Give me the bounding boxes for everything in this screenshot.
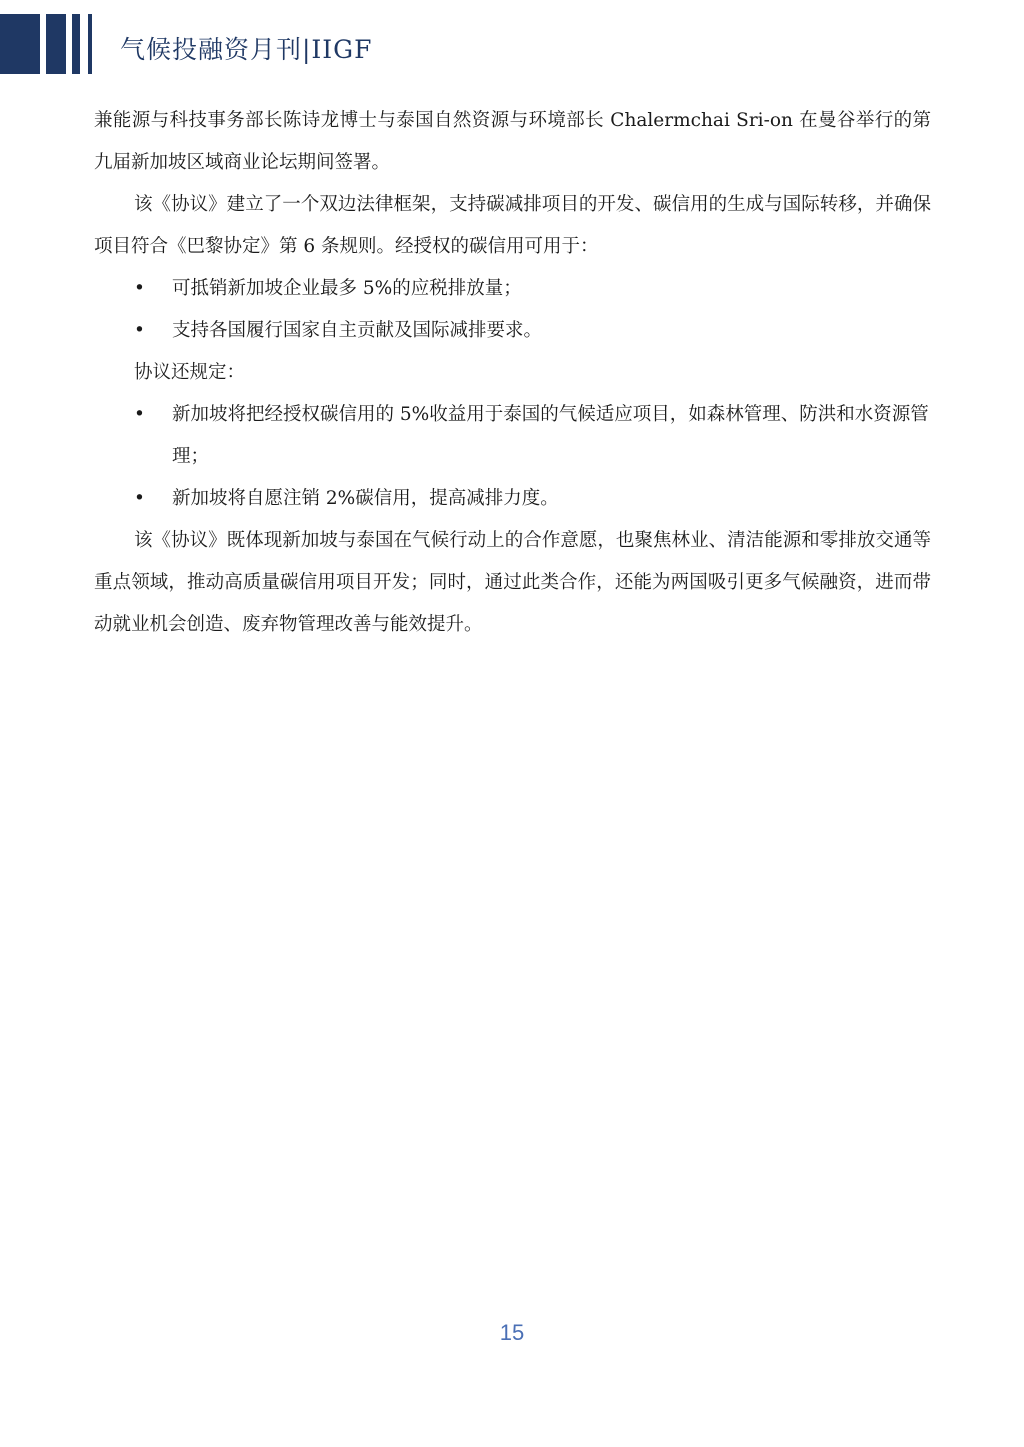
bullet-icon: • xyxy=(134,320,145,341)
paragraph: 兼能源与科技事务部长陈诗龙博士与泰国自然资源与环境部长 Chalermchai Sri-on 在曼谷举行的第九届新加坡区域商业论坛期间签署。 xyxy=(94,110,931,173)
paragraph: 协议还规定： xyxy=(134,362,246,383)
list-item xyxy=(94,268,931,310)
paragraph: 该《协议》建立了一个双边法律框架，支持碳减排项目的开发、碳信用的生成与国际转移，并确保项目符合《巴黎协定》第 6 条规则。经授权的碳信用可用于： xyxy=(94,194,931,257)
bullet-icon: • xyxy=(134,488,145,509)
list-item-text: 可抵销新加坡企业最多 5%的应税排放量； xyxy=(172,278,522,299)
list-item xyxy=(94,310,931,352)
page-header xyxy=(0,0,1024,80)
list-item xyxy=(94,394,931,478)
bullet-icon: • xyxy=(134,278,145,299)
header-decoration-bar xyxy=(72,14,80,74)
header-decoration-bar xyxy=(88,14,92,74)
list-item-text: 新加坡将把经授权碳信用的 5%收益用于泰国的气候适应项目，如森林管理、防洪和水资源管理； xyxy=(172,404,929,467)
page-number: 15 xyxy=(499,1320,525,1345)
header-decoration-bar xyxy=(46,14,66,74)
article-body xyxy=(94,100,931,646)
header-decoration-bar xyxy=(0,14,40,74)
paragraph: 该《协议》既体现新加坡与泰国在气候行动上的合作意愿，也聚焦林业、清洁能源和零排放交通等重点领域，推动高质量碳信用项目开发；同时，通过此类合作，还能为两国吸引更多气候融资，进而带动就业机会创造、废弃物管理改善与能效提升。 xyxy=(94,530,931,635)
list-item-text: 支持各国履行国家自主贡献及国际减排要求。 xyxy=(172,320,543,341)
bullet-icon: • xyxy=(134,404,145,425)
list-item-text: 新加坡将自愿注销 2%碳信用，提高减排力度。 xyxy=(172,488,559,509)
list-item xyxy=(94,478,931,520)
journal-title: 气候投融资月刊|IIGF xyxy=(120,35,373,64)
